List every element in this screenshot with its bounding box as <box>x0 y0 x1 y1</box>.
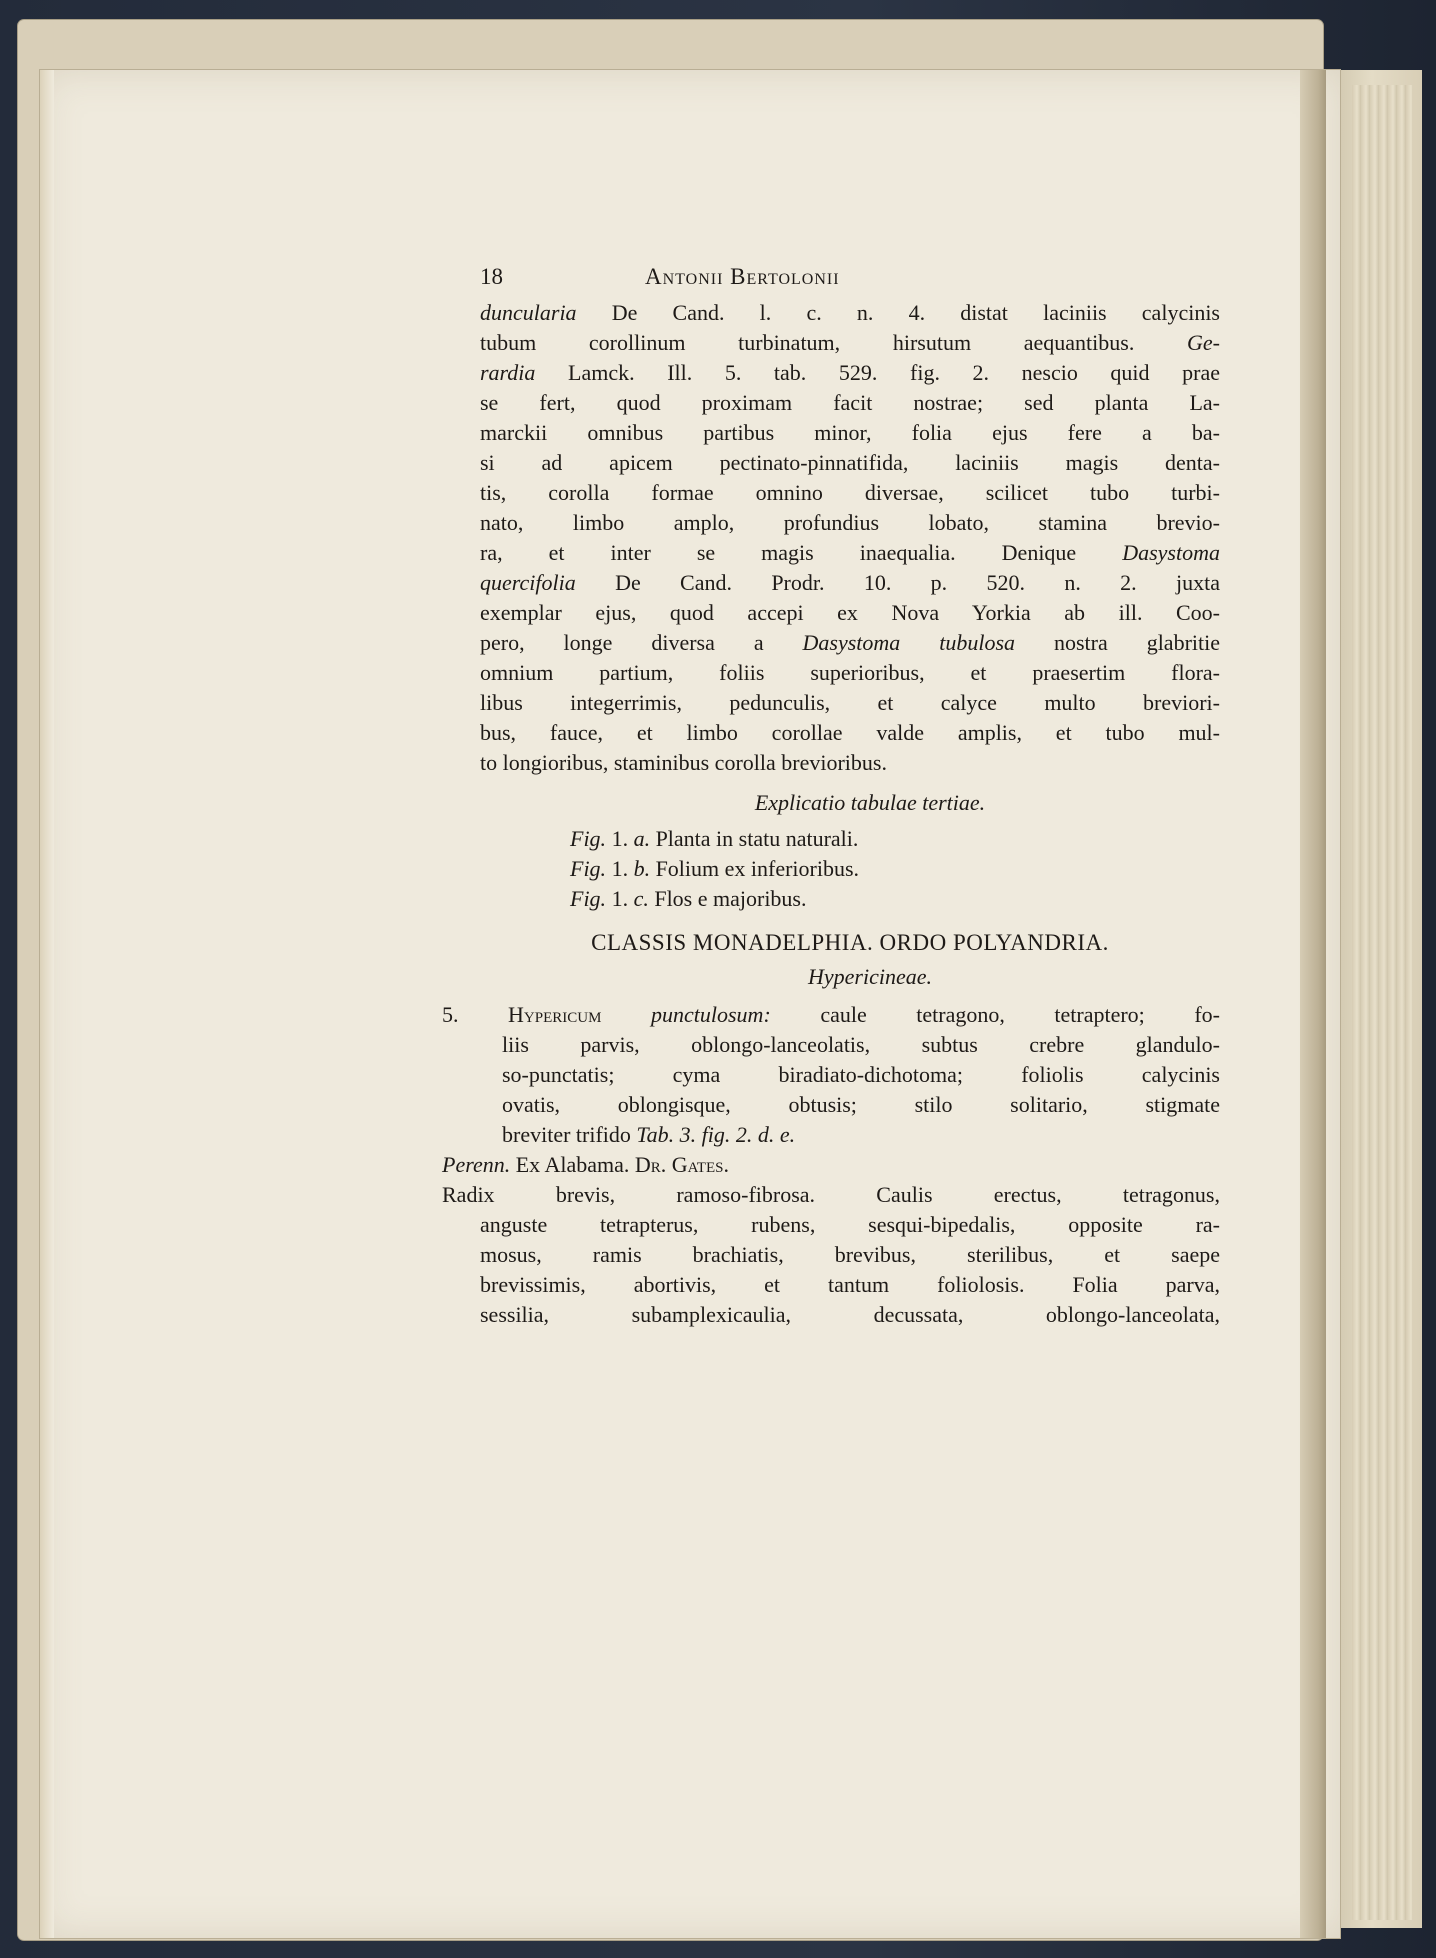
page-text <box>442 260 1221 1330</box>
text-line: se fert, quod proximam facit nostrae; sed planta La- <box>480 390 1220 415</box>
page-number: 18 <box>480 264 503 289</box>
classis-heading: CLASSIS MONADELPHIA. ORDO POLYANDRIA. <box>591 930 1109 955</box>
running-title: Antonii Bertolonii <box>645 264 840 289</box>
text-line: si ad apicem pectinato-pinnatifida, laciniis magis denta- <box>480 450 1220 475</box>
text-line: bus, fauce, et limbo corollae valde amplis, et tubo mul- <box>480 720 1220 745</box>
text-line: rardia Lamck. Ill. 5. tab. 529. fig. 2. nescio quid prae <box>480 360 1220 385</box>
text-line: omnium partium, foliis superioribus, et praesertim flora- <box>480 660 1220 685</box>
species-line: ovatis, oblongisque, obtusis; stilo solitario, stigmate <box>502 1092 1220 1117</box>
text-line: pero, longe diversa a Dasystoma tubulosa nostra glabritie <box>480 630 1221 655</box>
text-line: exemplar ejus, quod accepi ex Nova Yorkia ab ill. Coo- <box>480 600 1220 625</box>
figure-entry: Fig. 1. a. Planta in statu naturali. <box>570 826 859 851</box>
paragraph <box>480 298 1220 778</box>
species-line: so-punctatis; cyma biradiato-dichotoma; foliolis calycinis <box>502 1062 1220 1087</box>
description-line: sessilia, subamplexicaulia, decussata, oblongo-lanceolata, <box>480 1302 1220 1327</box>
family-heading: Hypericineae. <box>808 964 932 989</box>
species-line: breviter trifido Tab. 3. fig. 2. d. e. <box>502 1122 796 1147</box>
text-line: to longioribus, staminibus corolla brevioribus. <box>480 750 887 775</box>
running-header <box>480 260 1220 292</box>
description-line: mosus, ramis brachiatis, brevibus, sterilibus, et saepe <box>480 1242 1220 1267</box>
explicatio-title: Explicatio tabulae tertiae. <box>754 790 986 815</box>
text-line: ra, et inter se magis inaequalia. Denique Dasystoma <box>480 540 1220 565</box>
text-line: tis, corolla formae omnino diversae, scilicet tubo turbi- <box>480 480 1220 505</box>
species-line: liis parvis, oblongo-lanceolatis, subtus crebre glandulo- <box>502 1032 1220 1057</box>
species-line: 5. Hypericum punctulosum: caule tetragono, tetraptero; fo- <box>442 1002 1220 1027</box>
text-line: tubum corollinum turbinatum, hirsutum aequantibus. Ge- <box>480 330 1220 355</box>
text-line: duncularia De Cand. l. c. n. 4. distat laciniis calycinis <box>480 300 1220 325</box>
text-line: nato, limbo amplo, profundius lobato, stamina brevio- <box>480 510 1220 535</box>
habitat-line: Perenn. Ex Alabama. Dr. Gates. <box>442 1152 729 1177</box>
figure-entry: Fig. 1. b. Folium ex inferioribus. <box>570 856 860 881</box>
description-line: anguste tetrapterus, rubens, sesqui-bipedalis, opposite ra- <box>480 1212 1220 1237</box>
text-line: libus integerrimis, pedunculis, et calyce multo breviori- <box>480 690 1220 715</box>
description-line: brevissimis, abortivis, et tantum foliolosis. Folia parva, <box>480 1272 1220 1297</box>
figure-entry: Fig. 1. c. Flos e majoribus. <box>570 886 807 911</box>
text-line: quercifolia De Cand. Prodr. 10. p. 520. n. 2. juxta <box>480 570 1220 595</box>
page-gutter <box>1300 70 1326 1938</box>
page-stack-edge-inner <box>1352 85 1412 1920</box>
text-line: marckii omnibus partibus minor, folia ejus fere a ba- <box>480 420 1220 445</box>
description-line: Radix brevis, ramoso-fibrosa. Caulis erectus, tetragonus, <box>442 1182 1220 1207</box>
page-left-edge <box>40 70 54 1938</box>
